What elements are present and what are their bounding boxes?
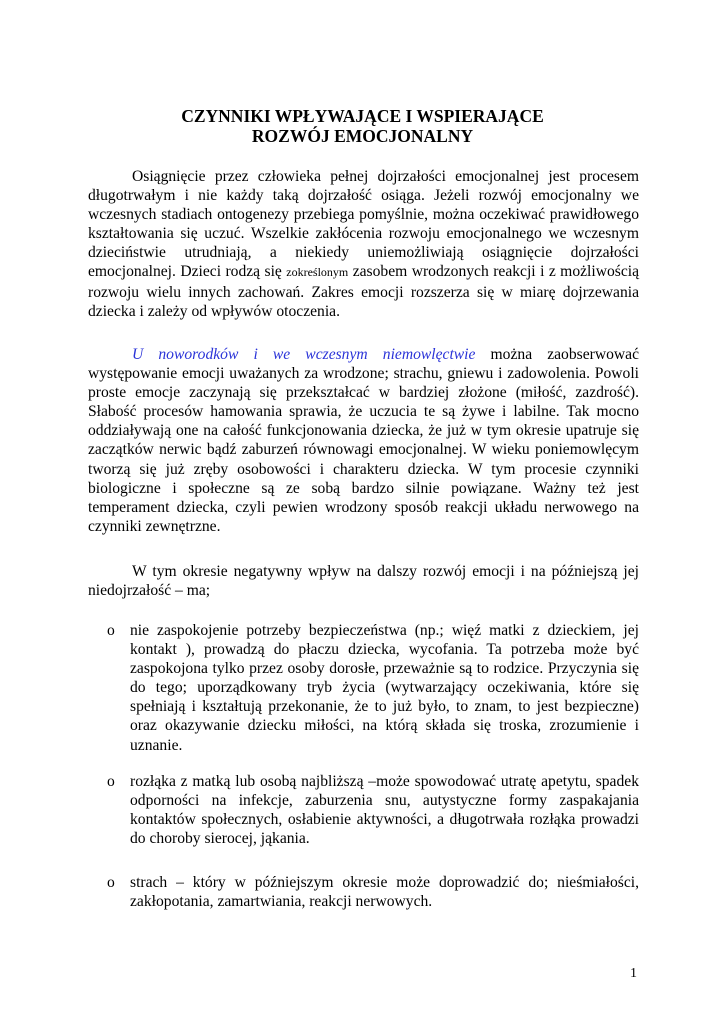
list-bullet-3: o	[107, 874, 115, 891]
paragraph-2-text: można zaobserwować występowanie emocji uważanych za wrodzone; strachu, gniewu i zadowolenia. Powoli proste emocje zaczynają się przekształcać w bardziej złożone (miłość, zazdrość). Słabość procesów hamowania sprawia, że uczucia te są żywe i labilne. Tak mocno oddziaływają one na całość funkcjonowania dziecka, że już w tym okresie upatruje się zaczątków nerwic bądź zaburzeń równowagi emocjonalnej. W wieku poniemowlęcym tworzą się już zręby osobowości i charakteru dziecka. W tym procesie czynniki biologiczne i społeczne są ze sobą bardzo silnie powiązane. Ważny też jest temperament dziecka, czyli pewien wrodzony sposób reakcji układu nerwowego na czynniki zewnętrzne.	[88, 346, 639, 535]
document-title	[0, 106, 725, 146]
list-item-2: rozłąka z matką lub osobą najbliższą –może spowodować utratę apetytu, spadek odporności na infekcje, zaburzenia snu, autystyczne formy zaspakajania kontaktów społecznych, osłabienie aktywności, a długotrwała rozłąka prowadzi do choroby sierocej, jąkania.	[130, 773, 639, 848]
paragraph-1-text-b: zasobem wrodzonych reakcji i z możliwością rozwoju wielu innych zachowań. Zakres emocji rozszerza się w miarę dojrzewania dziecka i zależy od wpływów otoczenia.	[88, 263, 639, 320]
paragraph-2	[88, 345, 639, 536]
paragraph-1-small-word: zokreślonym	[286, 265, 349, 280]
title-line-2: ROZWÓJ EMOCJONALNY	[251, 126, 474, 146]
title-line-1: CZYNNIKI WPŁYWAJĄCE I WSPIERAJĄCE	[181, 106, 544, 126]
list-item-1: nie zaspokojenie potrzeby bezpieczeństwa (np.; więź matki z dzieckiem, jej kontakt ), prowadzą do płaczu dziecka, wycofania. Ta potrzeba może być zaspokojona tylko przez osoby dorosłe, przeważnie są to rodzice. Przyczynia się do tego; uporządkowany tryb życia (wytwarzający oczekiwania, które się spełniają i kształtują przekonanie, że to już było, to znam, to jest bezpieczne) oraz okazywanie dziecku miłości, na którą składa się troska, zrozumienie i uznanie.	[130, 622, 639, 754]
list-item-3: strach – który w późniejszym okresie może doprowadzić do; nieśmiałości, zakłopotania, zamartwiania, reakcji nerwowych.	[130, 874, 639, 911]
paragraph-3-text: W tym okresie negatywny wpływ na dalszy rozwój emocji i na późniejszą jej niedojrzałość – ma;	[88, 563, 639, 600]
page-number: 1	[630, 966, 637, 981]
paragraph-1	[88, 167, 639, 321]
paragraph-3	[88, 562, 639, 600]
paragraph-1-text-a: Osiągnięcie przez człowieka pełnej dojrzałości emocjonalnej jest procesem długotrwałym i nie każdy taką dojrzałość osiąga. Jeżeli rozwój emocjonalny we wczesnych stadiach ontogenezy przebiega pomyślnie, można oczekiwać prawidłowego kształtowania się uczuć. Wszelkie zakłócenia rozwoju emocjonalnego we wczesnym dzieciństwie utrudniają, a niekiedy uniemożliwiają osiągnięcie dojrzałości emocjonalnej. Dzieci rodzą się	[88, 168, 639, 281]
list-bullet-1: o	[107, 622, 115, 639]
list-bullet-2: o	[107, 773, 115, 790]
paragraph-2-highlight: U noworodków i we wczesnym niemowlęctwie	[132, 346, 476, 363]
